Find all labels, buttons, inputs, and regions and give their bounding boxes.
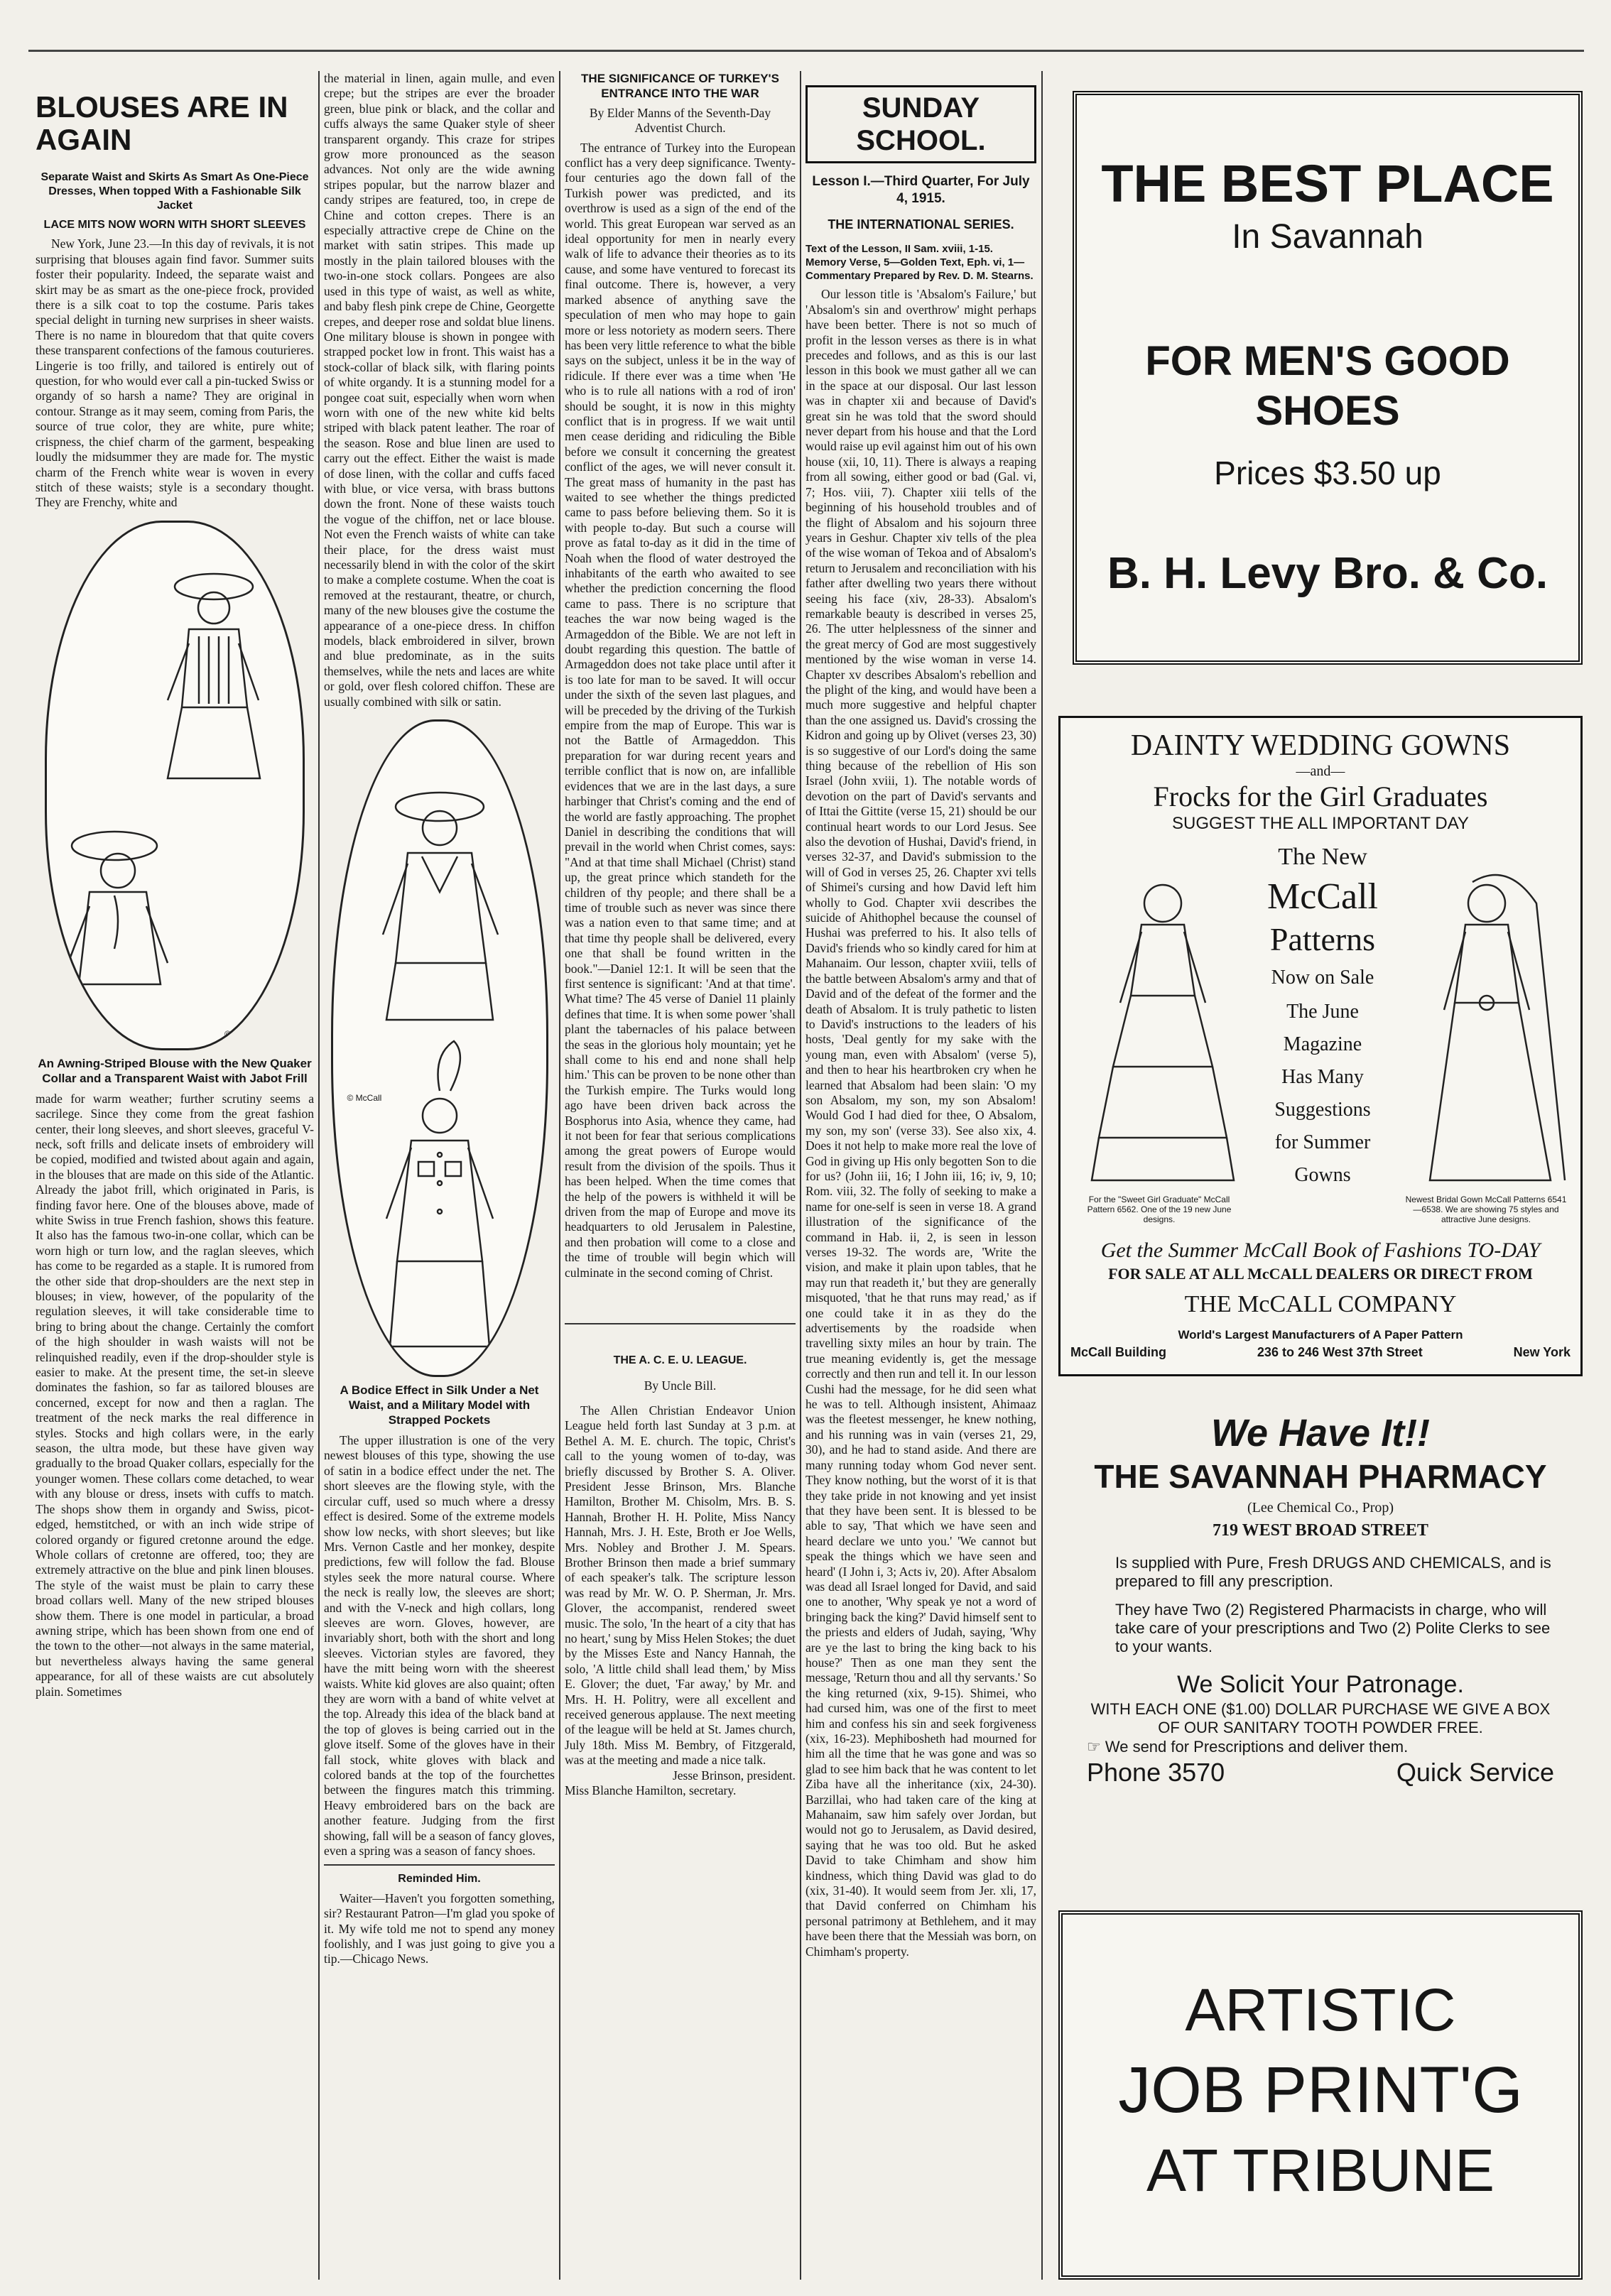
ad4-at-tribune: AT TRIBUNE xyxy=(1146,2137,1495,2204)
ad3-proprietor: (Lee Chemical Co., Prop) xyxy=(1247,1500,1394,1516)
ad2-mid-5: The June xyxy=(1286,1001,1359,1023)
pointing-hand-icon: ☞ xyxy=(1087,1738,1101,1756)
blouse-figures-drawing xyxy=(47,523,303,1048)
sunday-school-title-box xyxy=(806,85,1036,163)
ad2-addr-left: McCall Building xyxy=(1070,1345,1166,1359)
ad1-in-savannah: In Savannah xyxy=(1232,218,1423,256)
illustration-credit-1: © McCall xyxy=(224,1028,259,1039)
ad2-middle-text xyxy=(1248,839,1397,1192)
article-body-league: The Allen Christian Endeavor Union League held forth last Sunday at 3 p.m. at Bethel A. M. E. church. The topic, Christ's call to the young women of to-day, was briefly discussed by Brother S. A. Oliver. President Jesse Brinson, Mrs. Blanche Hamilton, Brother M. Chisolm, Mrs. B. S. Hannah, Brother H. H. Polite, Miss Nancy Hannah, Mrs. J. H. Este, Broth er Joe Wells, Mrs. Nobley and Brother J. M. Spears. Brother Brinson then made a brief summary of each speaker's talk. The scripture lesson was read by Mr. W. O. P. Sherman, Jr. Mrs. Glover, the accompanist, rendered sweet music. The solo, 'In the heart of a city that has no heart,' sung by Miss Helen Stokes; the duet by the Misses Este and Nancy Hannah, the solo, 'A little child shall lead them,' by Miss E. Glover; the duet, 'Far away,' by Mr. and Mrs. H. H. Politry, were all excellent and received generous applause. The next meeting of the league will be held at St. James church, July 18th. Miss M. Bembry, of Fitzgerald, was at the meeting and made a nice talk. xyxy=(565,1403,796,1768)
ad2-mid-1: The New xyxy=(1278,844,1367,870)
ad2-mid-3: Patterns xyxy=(1269,921,1376,957)
ad-bh-levy-shoes xyxy=(1073,91,1583,665)
column-sunday-school xyxy=(806,71,1036,2280)
ad1-prices: Prices $3.50 up xyxy=(1214,455,1441,491)
illustration-bodice-oval xyxy=(331,719,548,1377)
international-series: THE INTERNATIONAL SERIES. xyxy=(828,217,1014,232)
column-rule-4 xyxy=(1041,71,1043,2280)
ad3-address: 719 WEST BROAD STREET xyxy=(1213,1521,1428,1540)
ad2-mid-7: Has Many xyxy=(1281,1066,1364,1088)
column-rule-1 xyxy=(318,71,320,2280)
ad2-addr-mid: 236 to 246 West 37th Street xyxy=(1257,1345,1423,1359)
ad2-mid-10: Gowns xyxy=(1294,1164,1351,1186)
caption-bodice-effect: A Bodice Effect in Silk Under a Net Waist, and a Military Model with Strapped Pockets xyxy=(340,1383,539,1427)
signature-secretary: Miss Blanche Hamilton, secretary. xyxy=(565,1783,737,1798)
ad2-caption-right: Newest Bridal Gown McCall Patterns 6541—6538. We are showing 75 styles and attractive June designs. xyxy=(1405,1195,1567,1224)
top-rule xyxy=(28,50,1584,52)
caption-awning-blouse: An Awning-Striped Blouse with the New Quaker Collar and a Transparent Waist with Jabot Frill xyxy=(38,1056,312,1085)
ad2-addr-right: New York xyxy=(1513,1345,1571,1359)
ad2-mid-6: Magazine xyxy=(1283,1033,1362,1055)
ad-job-printing xyxy=(1058,1910,1583,2280)
bridal-gown-drawing xyxy=(1401,839,1572,1195)
graduate-gown-drawing xyxy=(1078,839,1248,1195)
headline-sunday-school: SUNDAY SCHOOL. xyxy=(856,92,986,156)
ad-mccall-patterns xyxy=(1058,716,1583,1376)
ad2-get-book: Get the Summer McCall Book of Fashions TO-DAY xyxy=(1100,1239,1541,1262)
ad3-pharmacists: They have Two (2) Registered Pharmacists in charge, who will take care of your prescriptions and Two (2) Polite Clerks to see to your wants. xyxy=(1115,1601,1551,1655)
article-body-blouses-4: The upper illustration is one of the very newest blouses of this type, showing the use of satin in a bodice effect under the net. The short sleeves are the flowing style, with the circular cuff, used so much where a dressy effect is desired. Some of the extreme models show low necks, with short sleeves; but like Mrs. Vernon Castle and her monkey, despite predictions, few will follow the fad. Blouse styles seek the more natural course. Where the neck is really low, the sleeves are short; and with the V-neck and high collars, long sleeves are worn. Gloves, however, are invariably short, both with the short and long sleeves. Victorian styles are favored, they have the mitt being worn with the sheerest waists. White kid gloves are also quaint; often they are worn with a band of white velvet at the top. Already this idea of the black band at the top of gloves is being carried out in the glove itself. Some of the gloves have in their fall stock, white gloves with black and colored bands at the top of the fourchettes between the fingures match this trimming. Heavy embroidered bars on the back are another feature. Judging from the first showing, fall will be a season of fancy gloves, even a spring was a season of fancy shoes. xyxy=(324,1433,555,1859)
ad3-supplied: Is supplied with Pure, Fresh DRUGS AND CHEMICALS, and is prepared to fill any prescription. xyxy=(1115,1554,1551,1590)
heading-reminded-him: Reminded Him. xyxy=(398,1873,481,1886)
ad2-mid-2: McCall xyxy=(1267,876,1378,917)
ad2-for-sale: FOR SALE AT ALL McCALL DEALERS OR DIRECT FROM xyxy=(1108,1265,1533,1283)
ad2-dainty-wedding-gowns: DAINTY WEDDING GOWNS xyxy=(1130,729,1511,762)
ad-savannah-pharmacy xyxy=(1058,1403,1583,1886)
illustration-blouses-oval xyxy=(45,521,305,1050)
ad2-mid-4: Now on Sale xyxy=(1271,967,1374,989)
byline-elder-manns: By Elder Manns of the Seventh-Day Adventist Church. xyxy=(589,105,771,136)
headline-acue-league: THE A. C. E. U. LEAGUE. xyxy=(613,1354,747,1367)
signature-president: Jesse Brinson, president. xyxy=(672,1768,796,1783)
column-rule-3 xyxy=(800,71,801,2280)
lesson-info: Lesson I.—Third Quarter, For July 4, 1915. xyxy=(812,174,1030,206)
joke-reminded-him: Waiter—Haven't you forgotten something, sir? Restaurant Patron—I'm glad you spoke of it. My wife told me not to spend any money foolishly, and I was just going to give you a tip.—Chicago News. xyxy=(324,1890,555,1966)
ad2-mid-8: Suggestions xyxy=(1274,1099,1371,1121)
article-body-sunday-school: Our lesson title is 'Absalom's Failure,' but 'Absalom's sin and overthrow' might perhaps have been better. There is not so much of profit in the lesson verses as there is in what precedes and follows, and as this is our last lesson in this book we must gather all we can in the space at our disposal. Our last lesson was in chapter xii and because of David's great sin he was told that the sword should never depart from his house and that the Lord would raise up evil against him out of his own house (xii, 10, 11). There is always a reaping from all sowing, either good or bad (Gal. vi, 7; Hos. viii, 7). Chapter xiii tells of the beginning of his household troubles and of the flight of Absalom and his sojourn three years in Geshur. Chapter xiv tells of the plea of the wise woman of Tekoa and of Absalom's return to Jerusalem and reconciliation with his father after dwelling two years there without seeing his face (xiv, 28-33). Absalom's remarkable beauty is described in verses 25, 26. The utter helplessness of the sinner and the great mercy of God are most suggestively mentioned by the wise woman in verse 14. Chapter xv describes Absalom's rebellion and the plight of the king, and would have been a much more suggestive and helpful chapter than the one assigned us. David's crossing the Kidron and going up by Olivet (verses 23, 30) is so suggestive of our Lord's doing the same thing because of the rebellion of His son Israel (John xviii, 1). The notable words of devotion on the part of David's servants and of Ittai the Gittite (verse 15, 21) should be our continual heart words to our Lord Jesus. See also the devotion of Hushai, David's friend, in verses 32-37, and David's submission to the will of God in verses 25, 26. Chapter xvi tells of Shimei's cursing and how David left him wholly to God. Chapter xvii describes the suicide of Ahithophel because the counsel of Hushai was preferred to his. It also tells of David's friends who so kindly cared for him at Mahanaim. Our lesson, chapter xviii, tells of the battle between Absalom's army and that of David and of the defeat of the former and the death of Absalom. It is truly pathetic to listen to David's instructions to the leaders of his hosts, 'Deal gently for my sake with the young man, even with Absalom' (verse 5), and then to hear his heartbroken cry when he learned that Absalom had been slain: 'O my son Absalom, my son, my son Absalom! Would God I had died for thee, O Absalom, my son, my son' (verse 33). See also xix, 4. Does it not help to make more real the love of God in giving up His only begotten Son to die for us? (John iii, 16; I John iii, 16; iv, 9, 10; Rom. viii, 32. The folly of seeking to make a name for one-self is seen in verse 18. A grand illustration of the significance of the command in Hab. ii, 2, is seen in lesson verses 19-32. The words are, 'Write the vision, and make it plain upon tables, that he may run that readeth it,' but they are generally misquoted, 'that he that runs may read,' as if one could take it in as they do the advertisements by the roadside when travelling sixty miles an hour by train. The true meaning evidently is, get the message correctly and then run and tell it. In our lesson Cushi had the message, for he did seen what he was to tell. Although insistent, Ahimaaz was the fleetest messenger, he knew nothing, and his running was in vain (verses 21, 29, 30), and he had to stand aside. And there are many running today whom God never sent. They know nothing, but the worst of it is that they take pride in not knowing and yet insist that they have been sent. It is blessed to be able to say, 'That which we have seen and heard declare we unto you.' 'We cannot but speak the things which we have seen and heard' (I John i, 3; Acts iv, 20). After Absalom was dead all Israel longed for David, and said one to another, 'Why speak ye not a word of bringing back the king?' David himself sent to the priests and elders of Judah, saying, 'Why are ye the last to bring the king back to his house?' Then as one man they sent the message, 'Return thou and all thy servants.' So the king returned (xix, 9-15). Shimei, who had cursed him, was one of the first to meet him and confess his sin and seek forgiveness (xix, 16-23). Mephibosheth had mourned for him all the time that he was gone and was so glad to see him back that he was content to let Ziba have all the inheritance (xix, 24-30). Barzillai, who had taken care of the king at Mahanaim, saw him safely over Jordan, but would not go to Jerusalem, as David desired, saying that he was too old. But he asked David to take Chimham and show him kindness, which thing David was glad to do (xix, 31-40). It would seem from Jer. xli, 17, that David conferred on Chimham his personal patrimony at Bethlehem, and it may have been there that the Messiah was born, on Chimham's property. xyxy=(806,287,1036,1959)
ad3-send-text: We send for Prescriptions and deliver them. xyxy=(1105,1738,1409,1756)
column-turkey xyxy=(565,71,796,2280)
article-body-blouses-2: made for warm weather; further scrutiny seems a sacrilege. Since they come from the great fashion center, their long sleeves, and short sleeves, graceful V-neck, soft frills and delicate insets of embroidery will be copied, modified and twisted about again and again, in the blouses that are made on this side of the Atlantic. Already the jabot frill, which originated in Paris, is finding favor here. One of the blouses above, made of white Swiss in true French fashion, shows this feature. It also has the famous two-in-one collar, which can be worn high or turn low, and the raglan sleeves, which has come to be regarded as a staple. It is rumored from the other side that drop-shoulders are the next step in blouses; in view, however, of the popularity of the regulation sleeves, it will take considerable time to bring to bring about the change. Certainly the comfort of the high shoulder in wash waists will not be relinquished readily, even if the drop-shoulder style is easier to make. At the present time, the set-in sleeve dominates the fashion, so far as tailored blouses are concerned, except for now and then a raglan. The treatment of the neck marks the real difference in styles. Stocks and high collars were, in the early season, the ultra mode, but these have given way gradually to the broad Quaker collars, especially for the younger women. These collars come detached, to wear with any blouse or dress, insets with cuffs to match. The shops show them in organdy and Swiss, picot-edged, hemstitched, or with an inch wide stripe of colored organdy or figured cretonne around the edge. Whole collars of cretonne are offered, too; they are extremely attractive on the blue and pink linen blouses. The style of the waist must be plain to carry these broad collars well. Many of the new striped blouses show them. There is one model in particular, a broad awning stripe, which has been shown from one end of the town to the other—not always in the same material, but nevertheless always having the same general appearance, for all of these waists are cut absolutely plain. Sometimes xyxy=(36,1091,314,1699)
ad3-phone: Phone 3570 xyxy=(1087,1758,1225,1787)
ad2-largest: World's Largest Manufacturers of A Paper Pattern xyxy=(1178,1328,1463,1342)
deck-blouses: Separate Waist and Skirts As Smart As One-Piece Dresses, When topped With a Fashionable Silk Jacket xyxy=(40,171,309,212)
divider-league xyxy=(565,1323,796,1324)
byline-uncle-bill: By Uncle Bill. xyxy=(644,1378,717,1393)
column-blouses xyxy=(36,71,314,2280)
ad3-send-prescriptions xyxy=(1087,1737,1554,1757)
ad2-suggest: SUGGEST THE ALL IMPORTANT DAY xyxy=(1172,814,1469,833)
ad2-company: THE McCALL COMPANY xyxy=(1184,1291,1457,1317)
ad2-mid-9: for Summer xyxy=(1274,1131,1371,1153)
divider-reminded xyxy=(324,1864,555,1866)
ad3-pharmacy-name: THE SAVANNAH PHARMACY xyxy=(1094,1458,1547,1495)
ad1-mens-good-shoes: FOR MEN'S GOOD SHOES xyxy=(1145,338,1510,434)
lesson-text-note: Text of the Lesson, II Sam. xviii, 1-15. Memory Verse, 5—Golden Text, Eph. vi, 1—Commentary Prepared by Rev. D. M. Stearns. xyxy=(806,243,1034,283)
ad4-artistic: ARTISTIC xyxy=(1185,1976,1456,2043)
article-body-blouses-3: the material in linen, again mulle, and even crepe; but the stripes are ever the broader green, blue pink or black, and the collar and cuffs always the same Quaker style of sheer transparent organdy. This craze for stripes grow more pronounced as the season advances. Not only are the wide awning stripes popular, but the narrow blazer and candy stripes are featured, too, in crepe de Chine and cotton crepes. There is an especially attractive crepe de Chine on the market with satin stripes. This made up mostly in the plain tailored blouses with the two-in-one stock collars. Pongees are also used in this type of waist, as well as white, and baby flesh pink crepe de Chine, Georgette crepes, and deeper rose and soldat blue linens. One military blouse is shown in pongee with strapped pocket low in front. This waist has a stock-collar of black silk, with flaring points of white organdy. It is a stunning model for a pongee coat suit, especially when worn when worn with one of the new white kid belts striped with black patent leather. The roar of the season. Rose and blue linen are used to carry out the effect. Either the waist is made of dose linen, with the collar and cuffs faced with blue, or vice versa, with brass buttons down the front. None of these waists touch the vogue of the chiffon, net or lace blouse. Not even the French waists of white can take their place, for the dress waist must necessarily blend in with the color of the skirt to make a complete costume. When the coat is removed at the restaurant, theatre, or church, many of the new blouses give the costume the appearance of a one-piece dress. In chiffon models, black embroidered in silver, brown and blue predominate, as in the suits themselves, while the nets and laces are white or gold, over flesh colored chiffon. These are usually combined with silk or satin. xyxy=(324,71,555,709)
ad3-we-have-it: We Have It!! xyxy=(1210,1412,1431,1454)
ad2-caption-left: For the "Sweet Girl Graduate" McCall Pattern 6562. One of the 19 new June designs. xyxy=(1087,1195,1232,1224)
ad2-frocks: Frocks for the Girl Graduates xyxy=(1153,780,1488,812)
headline-turkey-war: THE SIGNIFICANCE OF TURKEY'S ENTRANCE INTO THE WAR xyxy=(581,72,779,101)
ad3-phone-row xyxy=(1087,1757,1554,1788)
bodice-figures-drawing xyxy=(333,722,546,1375)
subhead-lace-mits: LACE MITS NOW WORN WITH SHORT SLEEVES xyxy=(43,219,306,231)
column-rule-2 xyxy=(559,71,560,2280)
ad3-patronage: We Solicit Your Patronage. xyxy=(1177,1671,1464,1698)
ad2-and: —and— xyxy=(1296,763,1345,779)
ad1-bh-levy: B. H. Levy Bro. & Co. xyxy=(1107,549,1548,598)
ad2-address xyxy=(1070,1345,1571,1360)
column-blouses-continued xyxy=(324,71,555,2280)
ad3-quick-service: Quick Service xyxy=(1396,1758,1554,1787)
article-body-turkey: The entrance of Turkey into the European conflict has a very deep significance. Twenty-four centuries ago the down fall of the Turkish power was predicted, and its overthrow is used as a sign of the end of the world. This great European war served as an ideal opportunity for men in nearly every walk of life to advance their theories as to its cause, and some have ventured to forecast its final outcome. There is, however, a very marked absence of anything save the speculation of men who may hope to gain more or less notoriety as modern seers. There has been very little reference to what the bible says on the subject, unless it be in the way of ridicule. If there ever was a time when 'He who is to rule all nations with a rod of iron' should be sought, it is now in this mighty conflict that is in progress. If we wait until men cease deriding and ridiculing the Bible before we consult it concerning the greatest conflict of the ages, we will never consult it. The great mass of humanity in the past has waited to see whether the things predicted came to pass before believing them. So it is with people to-day. But such a course will prove as fatal to-day as it did in the time of Noah when the flood of water destroyed the inhabitants of the earth who awaited to see whether the prediction concerning the flood came to pass. There is no scripture that teaches the war now being waged is the Armageddon of the Bible. We are not left in doubt regarding this question. The battle of Armageddon does not take place until after it is too late for man to be saved. It will occur under the sixth of the seven last plagues, and will be preceded by the driving of the Turkish empire from the map of Europe. This war is not the Battle of Armageddon. This preparation for war during recent years and terrible conflict that is now on, are infallible evidences that we are in the last days, a sure harbinger that Christ's coming and the end of the world are fastly approaching. The prophet Daniel in describing the conditions that will prevail in the world when Christ comes, says: "And at that time shall Michael (Christ) stand up, the great prince which standeth for the children of thy people; and there shall be a time of trouble such as never was since there was a nation even to that same time; and at that time thy people shall be delivered, every one that shall be found written in the book."—Daniel 12:1. It will be seen that the first sentence is significant: 'And at that time'. What time? The 45 verse of Daniel 11 plainly defines that time. It is when some power 'shall plant the tabernacles of his palace between the seas in the glorious holy mountain; yet he shall come to his end and none shall help him.' This can be proven to be none other than the Turkish empire. The Turks would long ago have been driven back across the Bosphorus into Asia, whence they came, had it not been for fear that serious complications among the great powers of Europe would result from the division of the spoils. Thus it has been helped. When the time comes that the help of the powers is withheld it will be driven from the map of Europe and move its headquarters to old Jerusalem in Palestine, and then probation will come to a close and the time of trouble will begin which will culminate in the second coming of Christ. xyxy=(565,140,796,1280)
ad3-purchase-offer: WITH EACH ONE ($1.00) DOLLAR PURCHASE WE GIVE A BOX OF OUR SANITARY TOOTH POWDER FREE. xyxy=(1090,1700,1551,1736)
headline-blouses: BLOUSES ARE IN AGAIN xyxy=(36,90,288,156)
article-body-blouses-1: New York, June 23.—In this day of revivals, it is not surprising that blouses again find favor. Summer suits foster their popularity. Indeed, the separate waist and skirt may be as smart as the one-piece frock, provided there is a silk coat to top the costume. Paris takes special delight in turning new surprises in sheer waists. There is no name in blouredom that that quite covers these transparent confections of the famous couturieres. Lingerie is too frilly, and tailored is entirely out of question, for who would ever call a pin-tucked Swiss or organdy of so harsh a name? They are original in contour. Strange as it may seem, coming from Paris, the source of true color, they are white, pure white; crispness, the chief charm of the garment, bespeaking loudly the midsummer they are made for. The mystic charm of the French white wear is woven in every stitch of these waists; style is a secondary thought. They are Frenchy, white and xyxy=(36,236,314,510)
ad1-best-place: THE BEST PLACE xyxy=(1101,154,1554,213)
ad4-job-printing: JOB PRINT'G xyxy=(1118,2054,1523,2126)
ad2-figures-row xyxy=(1070,839,1571,1237)
illustration-credit-2: © McCall xyxy=(347,1093,382,1104)
